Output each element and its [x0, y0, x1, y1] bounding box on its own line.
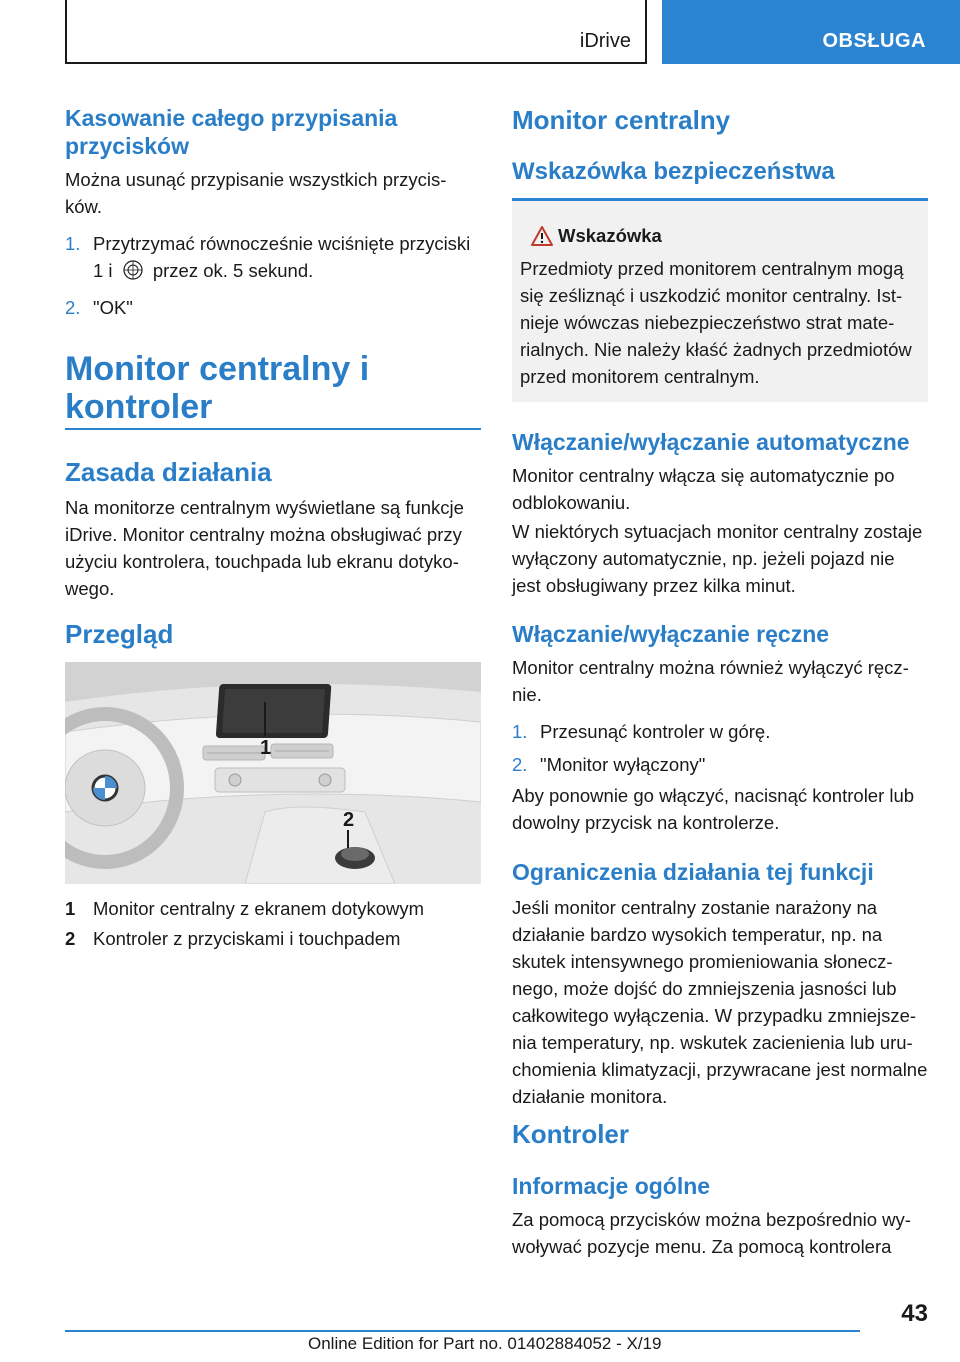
header-chapter-label: OBSŁUGA	[822, 30, 926, 52]
paragraph-auto-1: Monitor centralny włącza się automatycznie po odblokowaniu.	[512, 465, 895, 513]
heading-central-monitor: Monitor centralny	[512, 105, 731, 135]
heading-general-info: Informacje ogólne	[512, 1173, 711, 1199]
step-text: Przesunąć kontroler w górę.	[540, 721, 771, 742]
dashboard-figure	[65, 662, 481, 884]
warning-triangle-icon	[530, 225, 554, 247]
list-item	[512, 751, 928, 778]
heading-delete-assignment: Kasowanie całego przypisania przycisków	[65, 105, 398, 159]
legend-text: Monitor centralny z ekranem dotykowym	[93, 898, 425, 919]
list-item	[512, 718, 928, 745]
section-divider	[65, 428, 481, 430]
legend-row	[65, 924, 481, 954]
heading-principle: Zasada działania	[65, 457, 272, 487]
paragraph-delete-assignment: Można usunąć przypisanie wszystkich przycisków.	[65, 169, 447, 217]
list-item	[65, 230, 481, 284]
step-text: "OK"	[93, 297, 133, 318]
paragraph-limitations: Jeśli monitor centralny zostanie narażony na działanie bardzo wysokich temperatur, np. na skutek intensywnego promieniowania słonecznego, może dojść do zmniejszenia jasności lub całkowitego wyłączenia. W przypadku zmniejszenia temperatury, np. wskutek zacienienia lub uruchomienia klimatyzacji, przywracane jest normalne działanie monitora.	[512, 897, 928, 1107]
step-text: "Monitor wyłączony"	[540, 754, 706, 775]
header-chapter-tab	[662, 0, 960, 64]
step-number: 2.	[65, 297, 81, 318]
step-text-cont: przez ok. 5 sekund.	[152, 260, 314, 281]
heading-limitations: Ograniczenia działania tej funkcji	[512, 859, 874, 885]
steps-delete-list	[65, 230, 481, 321]
list-item	[65, 294, 481, 321]
star-button-icon	[122, 259, 144, 281]
paragraph-manual: Monitor centralny można również wyłączyć ręcznie.	[512, 657, 909, 705]
footer-rule	[65, 1330, 860, 1332]
step-text: Przytrzymać równocześnie wciśnięte przyciski 1 i	[93, 233, 471, 281]
heading-controller: Kontroler	[512, 1119, 629, 1149]
header-box	[65, 0, 647, 64]
paragraph-manual-2: Aby ponownie go włączyć, nacisnąć kontroler lub dowolny przycisk na kontrolerze.	[512, 785, 915, 833]
legend-text: Kontroler z przyciskami i touchpadem	[93, 928, 401, 949]
heading-safety-note: Wskazówka bezpieczeństwa	[512, 158, 835, 185]
figure-label-1: 1	[260, 737, 272, 759]
legend-row	[65, 894, 481, 924]
legend-number: 2	[65, 928, 76, 949]
warning-title: Wskazówka	[558, 225, 662, 246]
heading-overview: Przegląd	[65, 619, 174, 649]
figure-legend	[65, 894, 481, 954]
paragraph-principle: Na monitorze centralnym wyświetlane są funkcje iDrive. Monitor centralny można obsługiwać przy użyciu kontrolera, touchpada lub ekranu dotykowego.	[65, 497, 464, 599]
footer-edition-text: Online Edition for Part no. 01402884052 - X/19	[308, 1334, 662, 1353]
warning-box	[512, 198, 928, 402]
warning-text: Przedmioty przed monitorem centralnym mogą się ześliznąć i uszkodzić monitor centralny. Istnieje wówczas niebezpieczeństwo strat materialnych. Nie należy kłaść żadnych przedmiotów przed monitorem centralnym.	[520, 258, 912, 387]
page-number: 43	[901, 1300, 928, 1327]
heading-manual-switch: Włączanie/wyłączanie ręczne	[512, 621, 830, 647]
steps-manual-list	[512, 718, 928, 778]
paragraph-auto-2: W niektórych sytuacjach monitor centralny zostaje wyłączony automatycznie, np. jeżeli pojazd nie jest obsługiwany przez kilka minut.	[512, 521, 923, 596]
paragraph-general-info: Za pomocą przycisków można bezpośrednio wywoływać pozycje menu. Za pomocą kontrolera	[512, 1209, 911, 1257]
step-number: 2.	[512, 754, 528, 775]
heading-monitor-and-controller: Monitor centralny i kontroler	[65, 350, 370, 426]
step-number: 1.	[65, 233, 81, 254]
dashboard-illustration	[65, 662, 481, 884]
header-section-label: iDrive	[579, 30, 631, 52]
heading-auto-switch: Włączanie/wyłączanie automatyczne	[512, 429, 910, 455]
legend-number: 1	[65, 898, 76, 919]
step-number: 1.	[512, 721, 528, 742]
figure-label-2: 2	[343, 809, 355, 831]
